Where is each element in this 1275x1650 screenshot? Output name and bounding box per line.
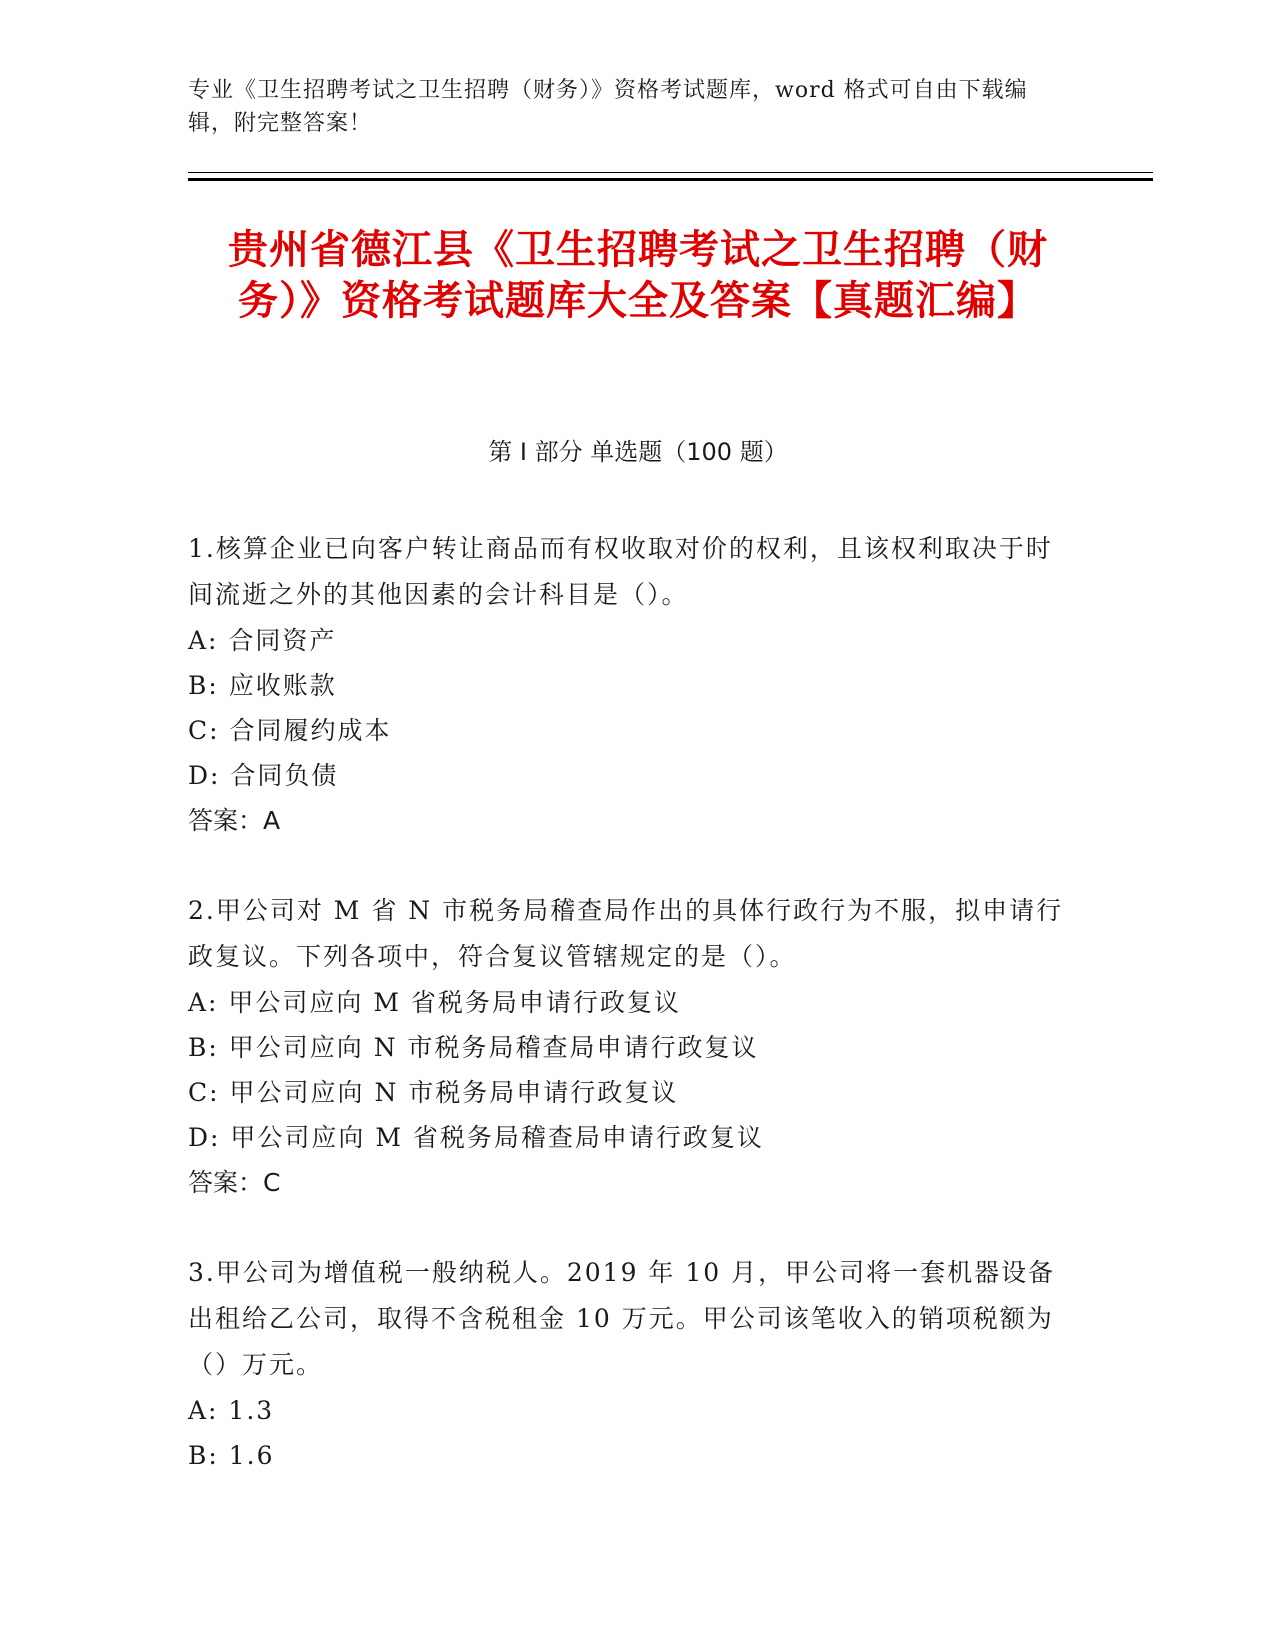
- option-d: D: 合同负债: [188, 761, 339, 790]
- option-b: B: 应收账款: [188, 671, 337, 700]
- answer-line: 答案：A: [188, 806, 281, 835]
- option-b: B: 甲公司应向 N 市税务局稽查局申请行政复议: [188, 1033, 759, 1062]
- option-b: B: 1.6: [188, 1441, 275, 1470]
- option-c: C: 合同履约成本: [188, 716, 392, 745]
- document-title: 贵州省德江县《卫生招聘考试之卫生招聘（财务）》资格考试题库大全及答案【真题汇编】: [228, 227, 1048, 324]
- header-note: 专业《卫生招聘考试之卫生招聘（财务）》资格考试题库，word 格式可自由下载编辑，附完整答案！: [188, 78, 1028, 136]
- header-divider-thick: [188, 178, 1153, 181]
- question-stem: 3.甲公司为增值税一般纳税人。2019 年 10 月，甲公司将一套机器设备出租给乙公司，取得不含税租金 10 万元。甲公司该笔收入的销项税额为（）万元。: [188, 1258, 1056, 1379]
- question-3: [188, 1250, 1068, 1478]
- question-stem: 1.核算企业已向客户转让商品而有权收取对价的权利，且该权利取决于时间流逝之外的其他因素的会计科目是（）。: [188, 534, 1053, 609]
- option-c: C: 甲公司应向 N 市税务局申请行政复议: [188, 1078, 679, 1107]
- question-2: [188, 888, 1068, 1206]
- header-divider-thin: [188, 172, 1153, 173]
- option-a: A: 合同资产: [188, 626, 337, 655]
- question-1: [188, 526, 1068, 844]
- option-a: A: 1.3: [188, 1396, 275, 1425]
- option-d: D: 甲公司应向 M 省税务局稽查局申请行政复议: [188, 1123, 764, 1152]
- question-stem: 2.甲公司对 M 省 N 市税务局稽查局作出的具体行政行为不服，拟申请行政复议。下列各项中，符合复议管辖规定的是（）。: [188, 896, 1064, 971]
- answer-line: 答案：C: [188, 1168, 281, 1197]
- question-list: [188, 526, 1068, 1522]
- section-heading: 第 I 部分 单选题（100 题）: [488, 438, 788, 466]
- option-a: A: 甲公司应向 M 省税务局申请行政复议: [188, 988, 681, 1017]
